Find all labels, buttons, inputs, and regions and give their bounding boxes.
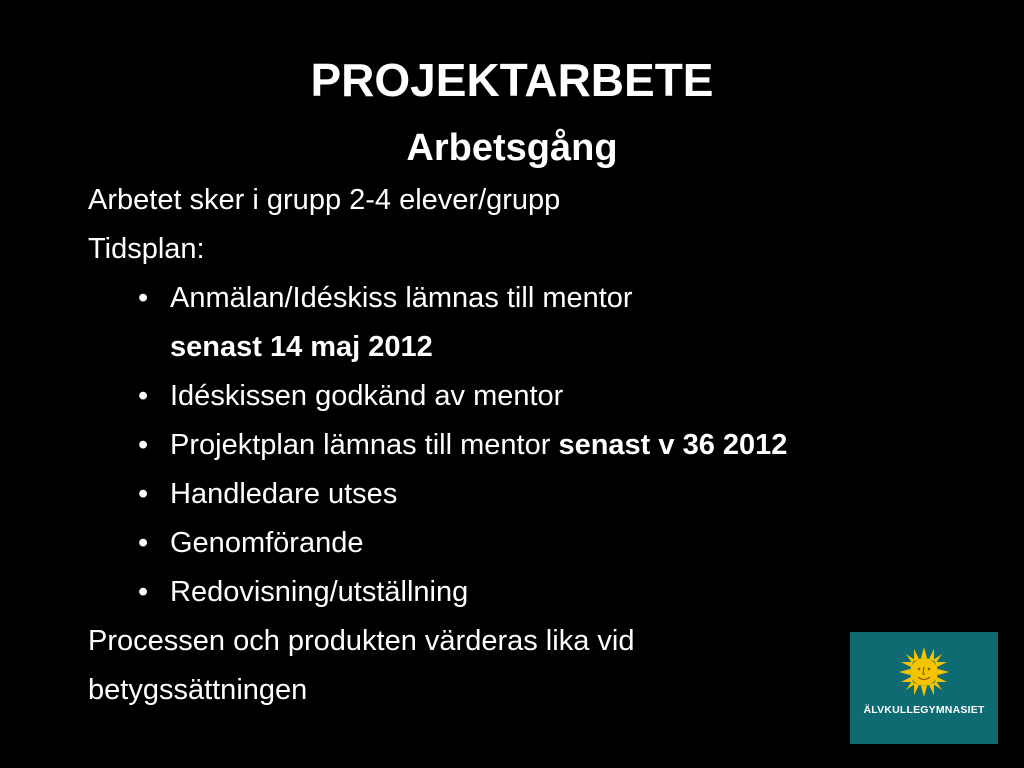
slide-title: PROJEKTARBETE [310, 54, 714, 106]
list-item [88, 274, 928, 323]
slide-subtitle: Arbetsgång [406, 127, 618, 169]
bullet-icon: • [138, 478, 149, 510]
list-item [88, 470, 928, 519]
bullet-text: Anmälan/Idéskiss lämnas till mentor [170, 282, 633, 314]
bullet-icon: • [138, 576, 149, 608]
list-item [88, 372, 928, 421]
school-logo [850, 632, 998, 744]
bullet-text: Idéskissen godkänd av mentor [170, 380, 564, 412]
bullet-text: Handledare utses [170, 478, 398, 510]
list-item [88, 421, 928, 470]
bullet-text: Projektplan lämnas till mentor [170, 429, 559, 461]
bullet-icon: • [138, 527, 149, 559]
sun-icon [898, 646, 950, 698]
list-item [88, 568, 928, 617]
bullet-text: Genomförande [170, 527, 364, 559]
slide-body [88, 176, 928, 715]
list-item [88, 519, 928, 568]
bullet-text: Redovisning/utställning [170, 576, 469, 608]
bullet-icon: • [138, 282, 149, 314]
schedule-heading: Tidsplan: [88, 233, 205, 265]
closing-text: Processen och produkten värderas lika vid [88, 625, 635, 657]
schedule-list [88, 274, 928, 617]
bullet-icon: • [138, 429, 149, 461]
group-size-text: Arbetet sker i grupp 2-4 elever/grupp [88, 184, 561, 216]
logo-text: ÄLVKULLEGYMNASIET [863, 704, 985, 716]
closing-text-2: betygssättningen [88, 674, 308, 706]
list-item-continuation: senast 14 maj 2012 [170, 331, 433, 363]
bullet-icon: • [138, 380, 149, 412]
bullet-bold-text: senast v 36 2012 [558, 429, 788, 461]
